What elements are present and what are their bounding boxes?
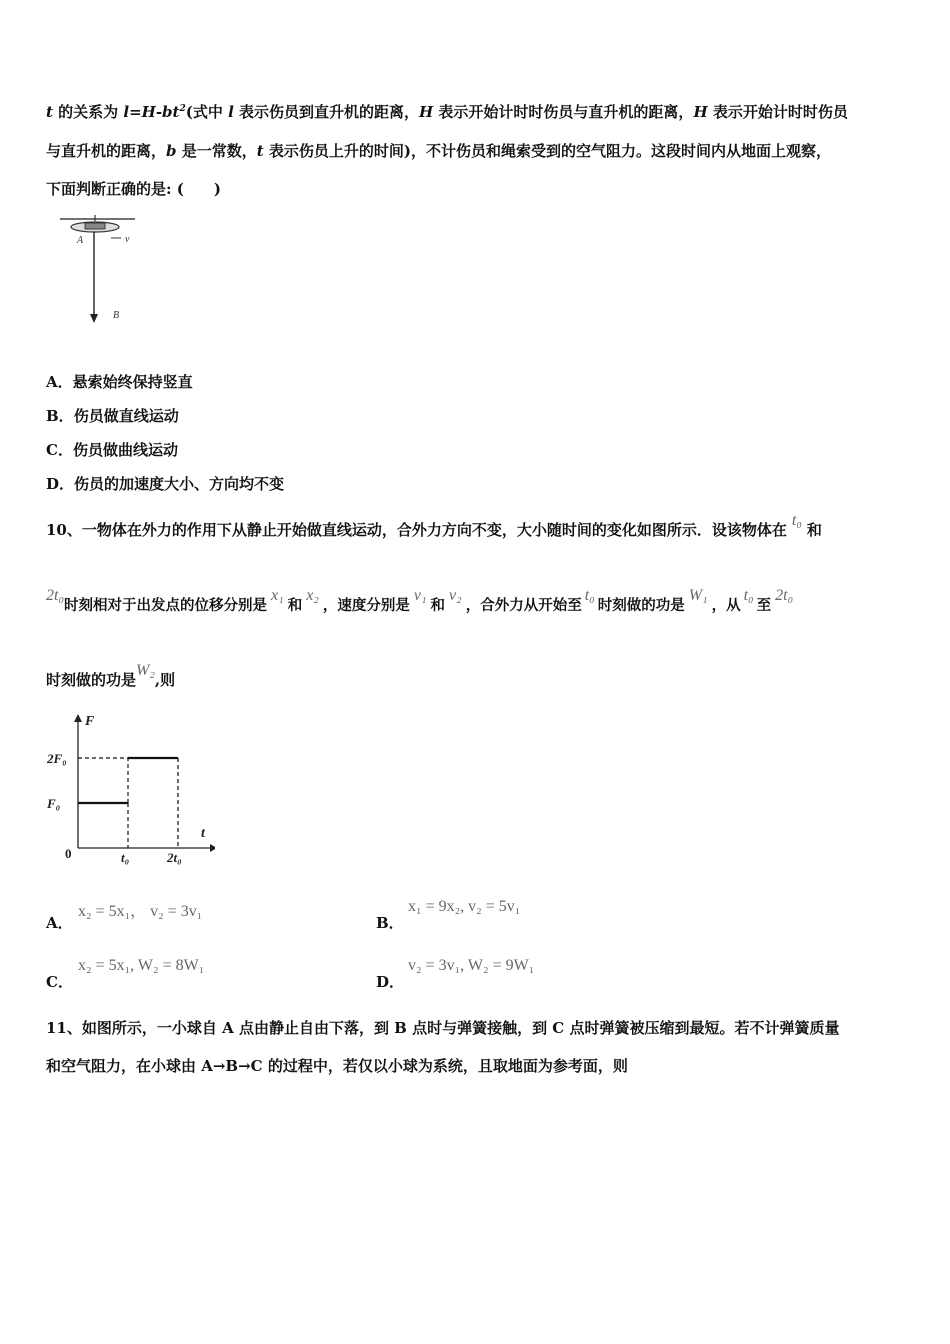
math-v2: v₂ xyxy=(449,587,462,604)
q10-option-b-formula xyxy=(408,898,520,916)
label-v: v xyxy=(125,234,130,245)
y-tick-label: 2F₀ xyxy=(47,751,67,766)
q10-option-b[interactable] xyxy=(376,912,404,933)
q9-prompt: 下面判断正确的是: ( ) xyxy=(46,180,221,198)
helicopter-cabin xyxy=(85,223,105,229)
var-t: t xyxy=(46,103,53,121)
q10-option-c[interactable] xyxy=(46,971,73,992)
text: 10、一物体在外力的作用下从静止开始做直线运动，合外力方向不变，大小随时间的变化如图所示．设该物体在 xyxy=(46,521,787,539)
x-tick-label: 2t₀ xyxy=(167,850,182,865)
text: 时刻做的功是 xyxy=(46,671,137,689)
q10-option-a-formula xyxy=(78,898,202,921)
x-axis-label: t xyxy=(201,826,205,841)
text: ,则 xyxy=(154,671,176,689)
formula-body: l=H-bt xyxy=(123,103,180,121)
var-b: b xyxy=(166,142,177,160)
option-letter: B． xyxy=(46,407,74,425)
text: 和 xyxy=(806,521,822,539)
text: 表示伤员到直升机的距离， xyxy=(233,103,420,121)
text: 表示伤员上升的时间)，不计伤员和绳索受到的空气阻力。这段时间内从地面上观察， xyxy=(263,142,832,160)
q10-text-line-1 xyxy=(46,512,822,540)
q9-text-line-2 xyxy=(46,140,831,161)
q10-option-c-formula xyxy=(78,957,204,975)
q10-text-line-2 xyxy=(46,587,794,615)
var-t: t xyxy=(256,142,264,160)
math-2t0: 2t₀ xyxy=(46,587,65,604)
option-text: 悬索始终保持竖直 xyxy=(72,373,193,391)
option-letter: A． xyxy=(46,914,73,932)
option-letter: D． xyxy=(376,973,405,991)
math-v1: v₁ xyxy=(413,587,427,604)
origin-label: 0 xyxy=(65,846,72,861)
option-letter: B． xyxy=(376,914,404,932)
math-x2: x₂ xyxy=(306,587,319,604)
label-a: A xyxy=(77,235,84,246)
q10-text-line-3 xyxy=(46,662,176,690)
q10-option-d[interactable] xyxy=(376,971,404,992)
math-t0: t₀ xyxy=(584,587,595,604)
label-b: B xyxy=(113,310,120,321)
y-axis-label: F xyxy=(85,714,95,729)
var-H: H xyxy=(693,103,708,121)
text: ，速度分别是 xyxy=(322,597,410,614)
text: 和 xyxy=(430,597,446,614)
text: 至 xyxy=(756,597,772,614)
option-letter: A． xyxy=(46,373,73,391)
option-text: 伤员做直线运动 xyxy=(73,407,179,425)
var-l: l xyxy=(228,103,234,121)
option-text: x₂ = 5x₁, W₂ = 8W₁ xyxy=(78,957,205,974)
math-2t0: 2t₀ xyxy=(775,587,794,604)
q9-option-d[interactable] xyxy=(46,473,284,494)
force-time-graph xyxy=(45,710,215,870)
q9-text-line-1 xyxy=(46,101,848,122)
text: 是一常数， xyxy=(176,142,257,160)
option-text: 伤员的加速度大小、方向均不变 xyxy=(74,475,285,493)
q11-text-line-2: 和空气阻力，在小球由 A→B→C 的过程中，若仅以小球为系统，且取地面为参考面，则 xyxy=(46,1057,628,1075)
q9-option-c[interactable] xyxy=(46,439,178,460)
text: 与直升机的距离， xyxy=(46,142,167,160)
text: 表示开始计时时伤员 xyxy=(707,103,848,121)
option-letter: D． xyxy=(46,475,75,493)
y-tick-label: F₀ xyxy=(47,796,61,811)
text: 和 xyxy=(287,597,303,614)
rope-end-arrow xyxy=(90,314,98,323)
x-axis-arrow xyxy=(210,844,215,852)
text: 的关系为 xyxy=(52,103,124,121)
q10-option-a[interactable] xyxy=(46,912,73,933)
math-w1: W₁ xyxy=(688,587,708,604)
text: ，从 xyxy=(711,597,741,614)
option-text: 伤员做曲线运动 xyxy=(72,441,178,459)
text: 时刻做的功是 xyxy=(597,597,685,614)
q10-option-d-formula xyxy=(408,957,534,975)
text: 时刻相对于出发点的位移分别是 xyxy=(64,597,268,614)
option-text: x₂ = 5x₁， v₂ = 3v₁ xyxy=(78,903,203,920)
y-axis-arrow xyxy=(74,714,82,722)
option-letter: C． xyxy=(46,973,73,991)
text: ，合外力从开始至 xyxy=(465,597,582,614)
option-text: x₁ = 9x₂, v₂ = 5v₁ xyxy=(408,898,521,915)
x-tick-label: t₀ xyxy=(121,850,130,865)
text: 表示开始计时时伤员与直升机的距离， xyxy=(433,103,694,121)
q11-text-line-1: 11、如图所示，一小球自 A 点由静止自由下落，到 B 点时与弹簧接触，到 C 点时弹簧被压缩到最短。若不计弹簧质量 xyxy=(46,1019,840,1037)
math-t0: t₀ xyxy=(791,512,802,529)
var-H: H xyxy=(419,103,434,121)
math-t0: t₀ xyxy=(743,587,754,604)
q9-option-a[interactable] xyxy=(46,371,193,392)
math-w2: W₂ xyxy=(136,662,155,679)
q9-option-b[interactable] xyxy=(46,405,179,426)
option-text: v₂ = 3v₁, W₂ = 9W₁ xyxy=(408,957,535,974)
math-x1: x₁ xyxy=(271,587,284,604)
formula-exponent: 2 xyxy=(179,104,186,114)
formula xyxy=(123,103,185,121)
option-letter: C． xyxy=(46,441,73,459)
helicopter-figure xyxy=(55,213,145,328)
text: (式中 xyxy=(185,103,229,121)
